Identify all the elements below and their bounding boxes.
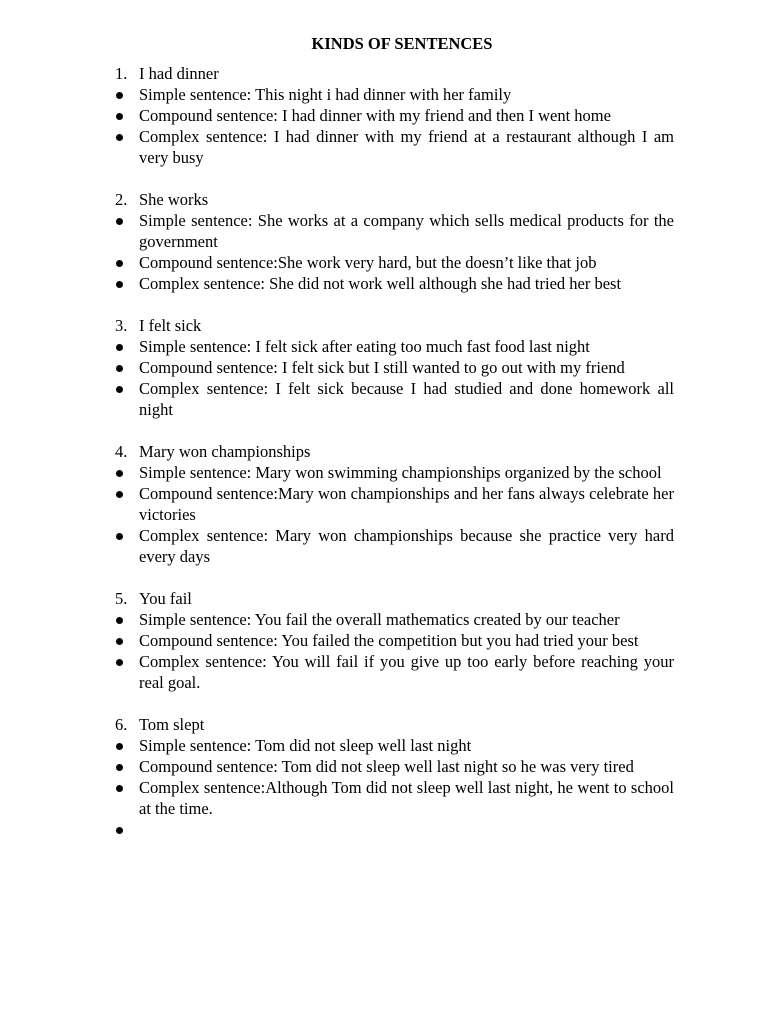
bullet-dot-icon (116, 785, 123, 792)
bullet-item (0, 630, 768, 651)
bullet-dot-icon (116, 386, 123, 393)
bullet-dot-icon (116, 827, 123, 834)
bullet-item (0, 84, 768, 105)
section-heading-text: You fail (139, 589, 192, 608)
bullet-text: Complex sentence: You will fail if you give up too early before reaching your real goal. (139, 652, 674, 692)
bullet-text: Simple sentence: She works at a company which sells medical products for the government (139, 211, 674, 251)
section-number: 1. (115, 64, 128, 83)
bullet-dot-icon (116, 617, 123, 624)
bullet-item (0, 378, 768, 420)
bullet-item (0, 210, 768, 252)
sentence-section (0, 315, 768, 420)
bullet-dot-icon (116, 260, 123, 267)
bullet-item (0, 756, 768, 777)
section-heading-text: I had dinner (139, 64, 219, 83)
section-heading (0, 588, 768, 609)
section-heading-text: I felt sick (139, 316, 202, 335)
bullet-text: Simple sentence: Mary won swimming championships organized by the school (139, 463, 662, 482)
bullet-item (0, 126, 768, 168)
section-number: 6. (115, 715, 128, 734)
bullet-text: Compound sentence: I had dinner with my friend and then I went home (139, 106, 611, 125)
section-number: 3. (115, 316, 128, 335)
section-heading (0, 63, 768, 84)
bullet-text: Compound sentence: Tom did not sleep well last night so he was very tired (139, 757, 634, 776)
bullet-text: Complex sentence: Mary won championships because she practice very hard every days (139, 526, 674, 566)
bullet-text: Simple sentence: I felt sick after eating too much fast food last night (139, 337, 590, 356)
bullet-item (0, 462, 768, 483)
bullet-text: Compound sentence:She work very hard, but the doesn’t like that job (139, 253, 597, 272)
bullet-dot-icon (116, 218, 123, 225)
bullet-dot-icon (116, 491, 123, 498)
bullet-item (0, 336, 768, 357)
section-number: 2. (115, 190, 128, 209)
section-number: 4. (115, 442, 128, 461)
bullet-dot-icon (116, 470, 123, 477)
bullet-item (0, 252, 768, 273)
sentence-section (0, 588, 768, 693)
bullet-dot-icon (116, 659, 123, 666)
bullet-item (0, 651, 768, 693)
bullet-item (0, 105, 768, 126)
bullet-text: Compound sentence:Mary won championships and her fans always celebrate her victories (139, 484, 674, 524)
bullet-text: Compound sentence: You failed the competition but you had tried your best (139, 631, 639, 650)
bullet-text: Simple sentence: This night i had dinner with her family (139, 85, 512, 104)
bullet-text: Complex sentence: She did not work well although she had tried her best (139, 274, 622, 293)
bullet-text: Complex sentence: I felt sick because I had studied and done homework all night (139, 379, 674, 419)
bullet-text (139, 819, 674, 840)
bullet-text: Simple sentence: Tom did not sleep well last night (139, 736, 472, 755)
bullet-dot-icon (116, 344, 123, 351)
bullet-item (0, 273, 768, 294)
bullet-item (0, 525, 768, 567)
bullet-dot-icon (116, 365, 123, 372)
bullet-item (0, 357, 768, 378)
document-body (0, 63, 768, 861)
sentence-section (0, 63, 768, 168)
section-heading (0, 441, 768, 462)
bullet-dot-icon (116, 638, 123, 645)
section-heading-text: She works (139, 190, 209, 209)
bullet-dot-icon (116, 764, 123, 771)
bullet-item (0, 609, 768, 630)
bullet-dot-icon (116, 134, 123, 141)
document-title: KINDS OF SENTENCES (311, 34, 493, 53)
bullet-text: Compound sentence: I felt sick but I still wanted to go out with my friend (139, 358, 625, 377)
bullet-dot-icon (116, 281, 123, 288)
bullet-item (0, 777, 768, 819)
section-heading-text: Tom slept (139, 715, 205, 734)
bullet-dot-icon (116, 533, 123, 540)
bullet-item (0, 483, 768, 525)
section-heading-text: Mary won championships (139, 442, 311, 461)
bullet-text: Complex sentence: I had dinner with my friend at a restaurant although I am very busy (139, 127, 674, 167)
bullet-dot-icon (116, 743, 123, 750)
section-heading (0, 315, 768, 336)
section-heading (0, 189, 768, 210)
bullet-dot-icon (116, 92, 123, 99)
bullet-dot-icon (116, 113, 123, 120)
sentence-section (0, 714, 768, 840)
sentence-section (0, 189, 768, 294)
bullet-text: Simple sentence: You fail the overall mathematics created by our teacher (139, 610, 620, 629)
section-number: 5. (115, 589, 128, 608)
bullet-text: Complex sentence:Although Tom did not sleep well last night, he went to school at the time. (139, 778, 674, 818)
sentence-section (0, 441, 768, 567)
section-heading (0, 714, 768, 735)
bullet-item (0, 819, 768, 840)
bullet-item (0, 735, 768, 756)
